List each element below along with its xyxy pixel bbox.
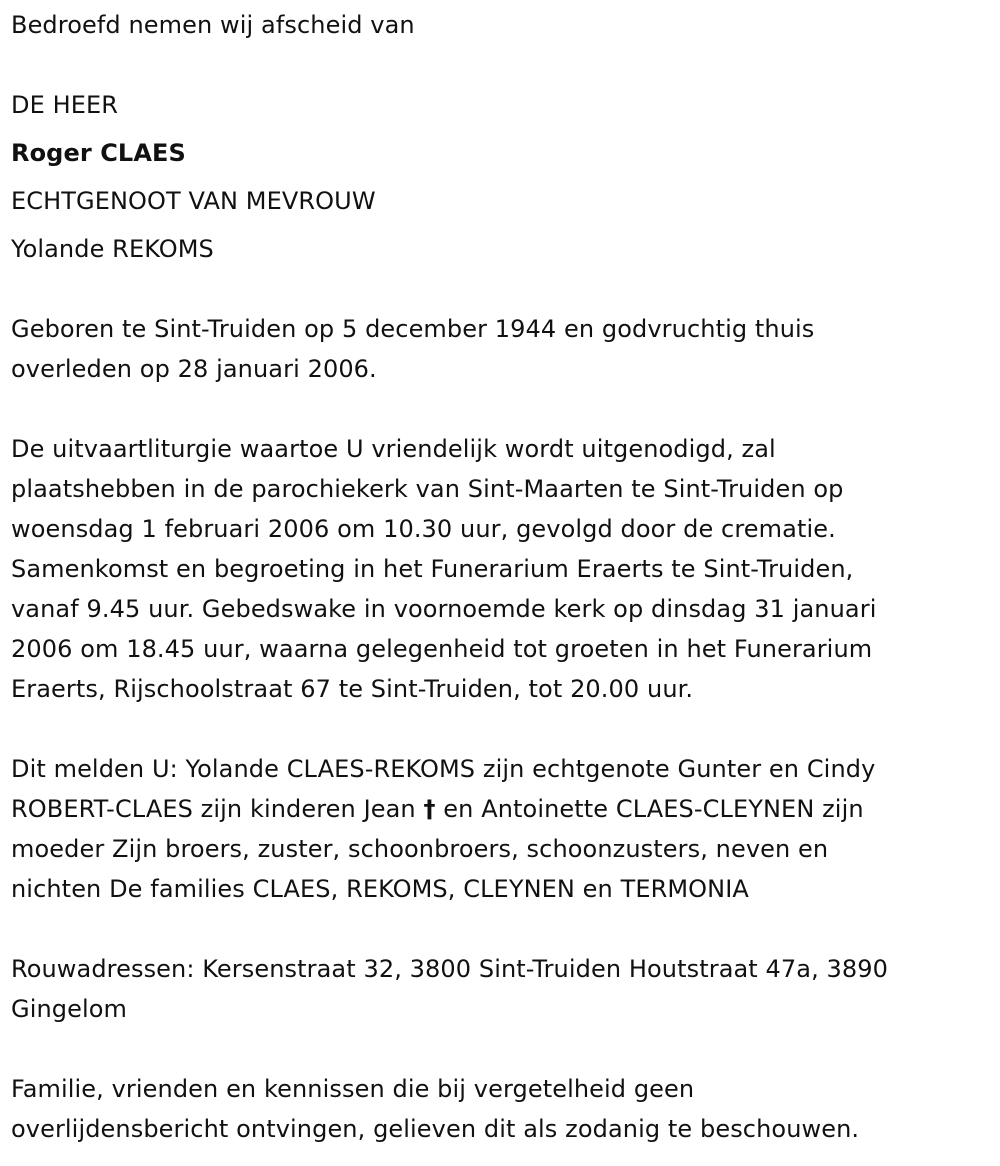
honorific: DE HEER bbox=[11, 91, 119, 119]
cross-icon: † bbox=[423, 795, 436, 823]
paragraph-line: 2006 om 18.45 uur, waarna gelegenheid tot groeten in het Funerarium bbox=[11, 635, 873, 663]
line-text: en Antoinette CLAES-CLEYNEN zijn bbox=[435, 795, 864, 823]
paragraph-line: overlijdensbericht ontvingen, gelieven dit als zodanig te beschouwen. bbox=[11, 1115, 860, 1143]
paragraph-line: vanaf 9.45 uur. Gebedswake in voornoemde kerk op dinsdag 31 januari bbox=[11, 595, 877, 623]
line-text: ROBERT-CLAES zijn kinderen Jean bbox=[11, 795, 424, 823]
paragraph-line: overleden op 28 januari 2006. bbox=[11, 355, 377, 383]
deceased-name: Roger CLAES bbox=[11, 139, 186, 167]
paragraph-line: moeder Zijn broers, zuster, schoonbroers, schoonzusters, neven en bbox=[11, 835, 829, 863]
spouse-name: Yolande REKOMS bbox=[11, 235, 214, 263]
paragraph-line: Rouwadressen: Kersenstraat 32, 3800 Sint-Truiden Houtstraat 47a, 3890 bbox=[11, 955, 889, 983]
paragraph-line bbox=[11, 789, 864, 829]
paragraph-line: De uitvaartliturgie waartoe U vriendelijk wordt uitgenodigd, zal bbox=[11, 435, 776, 463]
paragraph-line: Geboren te Sint-Truiden op 5 december 1944 en godvruchtig thuis bbox=[11, 315, 815, 343]
paragraph-line: Eraerts, Rijschoolstraat 67 te Sint-Truiden, tot 20.00 uur. bbox=[11, 675, 694, 703]
paragraph-line: nichten De families CLAES, REKOMS, CLEYNEN en TERMONIA bbox=[11, 875, 749, 903]
paragraph-line: Samenkomst en begroeting in het Funerarium Eraerts te Sint-Truiden, bbox=[11, 555, 854, 583]
paragraph-line: woensdag 1 februari 2006 om 10.30 uur, gevolgd door de crematie. bbox=[11, 515, 836, 543]
intro-text: Bedroefd nemen wij afscheid van bbox=[11, 11, 415, 39]
paragraph-line: Gingelom bbox=[11, 995, 128, 1023]
paragraph-line: plaatshebben in de parochiekerk van Sint-Maarten te Sint-Truiden op bbox=[11, 475, 844, 503]
paragraph-line: Dit melden U: Yolande CLAES-REKOMS zijn echtgenote Gunter en Cindy bbox=[11, 755, 876, 783]
paragraph-line: Familie, vrienden en kennissen die bij vergetelheid geen bbox=[11, 1075, 695, 1103]
spouse-label: ECHTGENOOT VAN MEVROUW bbox=[11, 187, 376, 215]
